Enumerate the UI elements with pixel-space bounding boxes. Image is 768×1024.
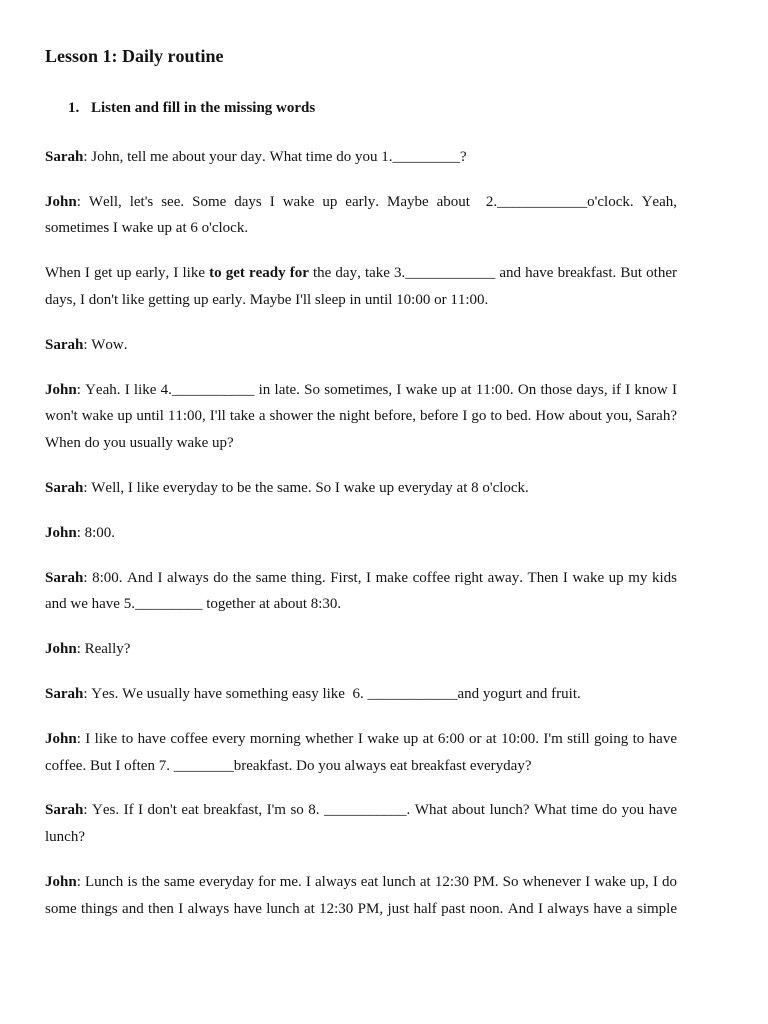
emphasis-phrase: to get ready for — [209, 265, 309, 282]
speaker-name: Sarah — [45, 569, 84, 586]
speaker-name: Sarah — [45, 802, 84, 819]
speaker-name: Sarah — [45, 336, 84, 353]
dialogue-line — [45, 189, 677, 243]
dialogue-text: the day, take 3.____________ and have breakfast. But other days, I don't like getting up early. Maybe I'll sleep in until 10:00 or 11:00. — [45, 265, 677, 308]
speaker-name: Sarah — [45, 479, 84, 496]
exercise-heading — [68, 95, 677, 122]
dialogue-line — [45, 332, 677, 359]
dialogue-text: : Lunch is the same everyday for me. I always eat lunch at 12:30 PM. So whenever I wake up, I do some things and then I always have lunch at 12:30 PM, just half past noon. And I always have a simple — [45, 873, 677, 917]
dialogue-text: : I like to have coffee every morning whether I wake up at 6:00 or at 10:00. I'm still going to have coffee. But I often 7. ________breakfast. Do you always eat breakfast everyday? — [45, 730, 677, 774]
dialogue-text: : Yes. We usually have something easy like 6. ____________and yogurt and fruit. — [83, 685, 581, 702]
speaker-name: John — [45, 524, 77, 541]
speaker-name: John — [45, 381, 77, 398]
lesson-content — [45, 0, 677, 941]
dialogue-text: : Wow. — [83, 336, 128, 353]
dialogue-line — [45, 520, 677, 547]
lesson-title: Lesson 1: Daily routine — [45, 46, 224, 66]
dialogue-text: : Really? — [76, 641, 131, 658]
dialogue-line — [45, 260, 677, 314]
dialogue-text: : Well, let's see. Some days I wake up early. Maybe about 2.____________o'clock. Yeah, sometimes I wake up at 6 o'clock. — [45, 193, 677, 237]
speaker-name: Sarah — [45, 148, 84, 165]
dialogue-line — [45, 636, 677, 663]
dialogue-line — [45, 144, 677, 171]
dialogue-line — [45, 869, 677, 923]
exercise-instruction: Listen and fill in the missing words — [91, 100, 316, 116]
dialogue-line — [45, 797, 677, 851]
dialogue-text: : John, tell me about your day. What time do you 1._________? — [83, 148, 467, 165]
dialogue-line — [45, 565, 677, 619]
speaker-name: Sarah — [45, 685, 84, 702]
exercise-number: 1. — [68, 100, 80, 116]
dialogue-text: : Yes. If I don't eat breakfast, I'm so 8. ___________. What about lunch? What time do you have lunch? — [45, 802, 677, 846]
dialogue-line — [45, 377, 677, 457]
dialogue-line — [45, 475, 677, 502]
dialogue-line — [45, 681, 677, 708]
dialogue-line — [45, 726, 677, 780]
dialogue-text: : Yeah. I like 4.___________ in late. So sometimes, I wake up at 11:00. On those days, if I know I won't wake up until 11:00, I'll take a shower the night before, before I go to bed. How about you, Sarah? When do you usually wake up? — [45, 381, 677, 452]
dialogue-text: When I get up early, I like — [45, 265, 210, 282]
dialogue-text: : Well, I like everyday to be the same. So I wake up everyday at 8 o'clock. — [83, 479, 529, 496]
dialogue-text: : 8:00. — [76, 524, 116, 541]
speaker-name: John — [45, 730, 77, 747]
speaker-name: John — [45, 641, 77, 658]
dialogue-text: : 8:00. And I always do the same thing. First, I make coffee right away. Then I wake up my kids and we have 5._________ together at about 8:30. — [45, 569, 677, 613]
speaker-name: John — [45, 193, 77, 210]
speaker-name: John — [45, 873, 77, 890]
